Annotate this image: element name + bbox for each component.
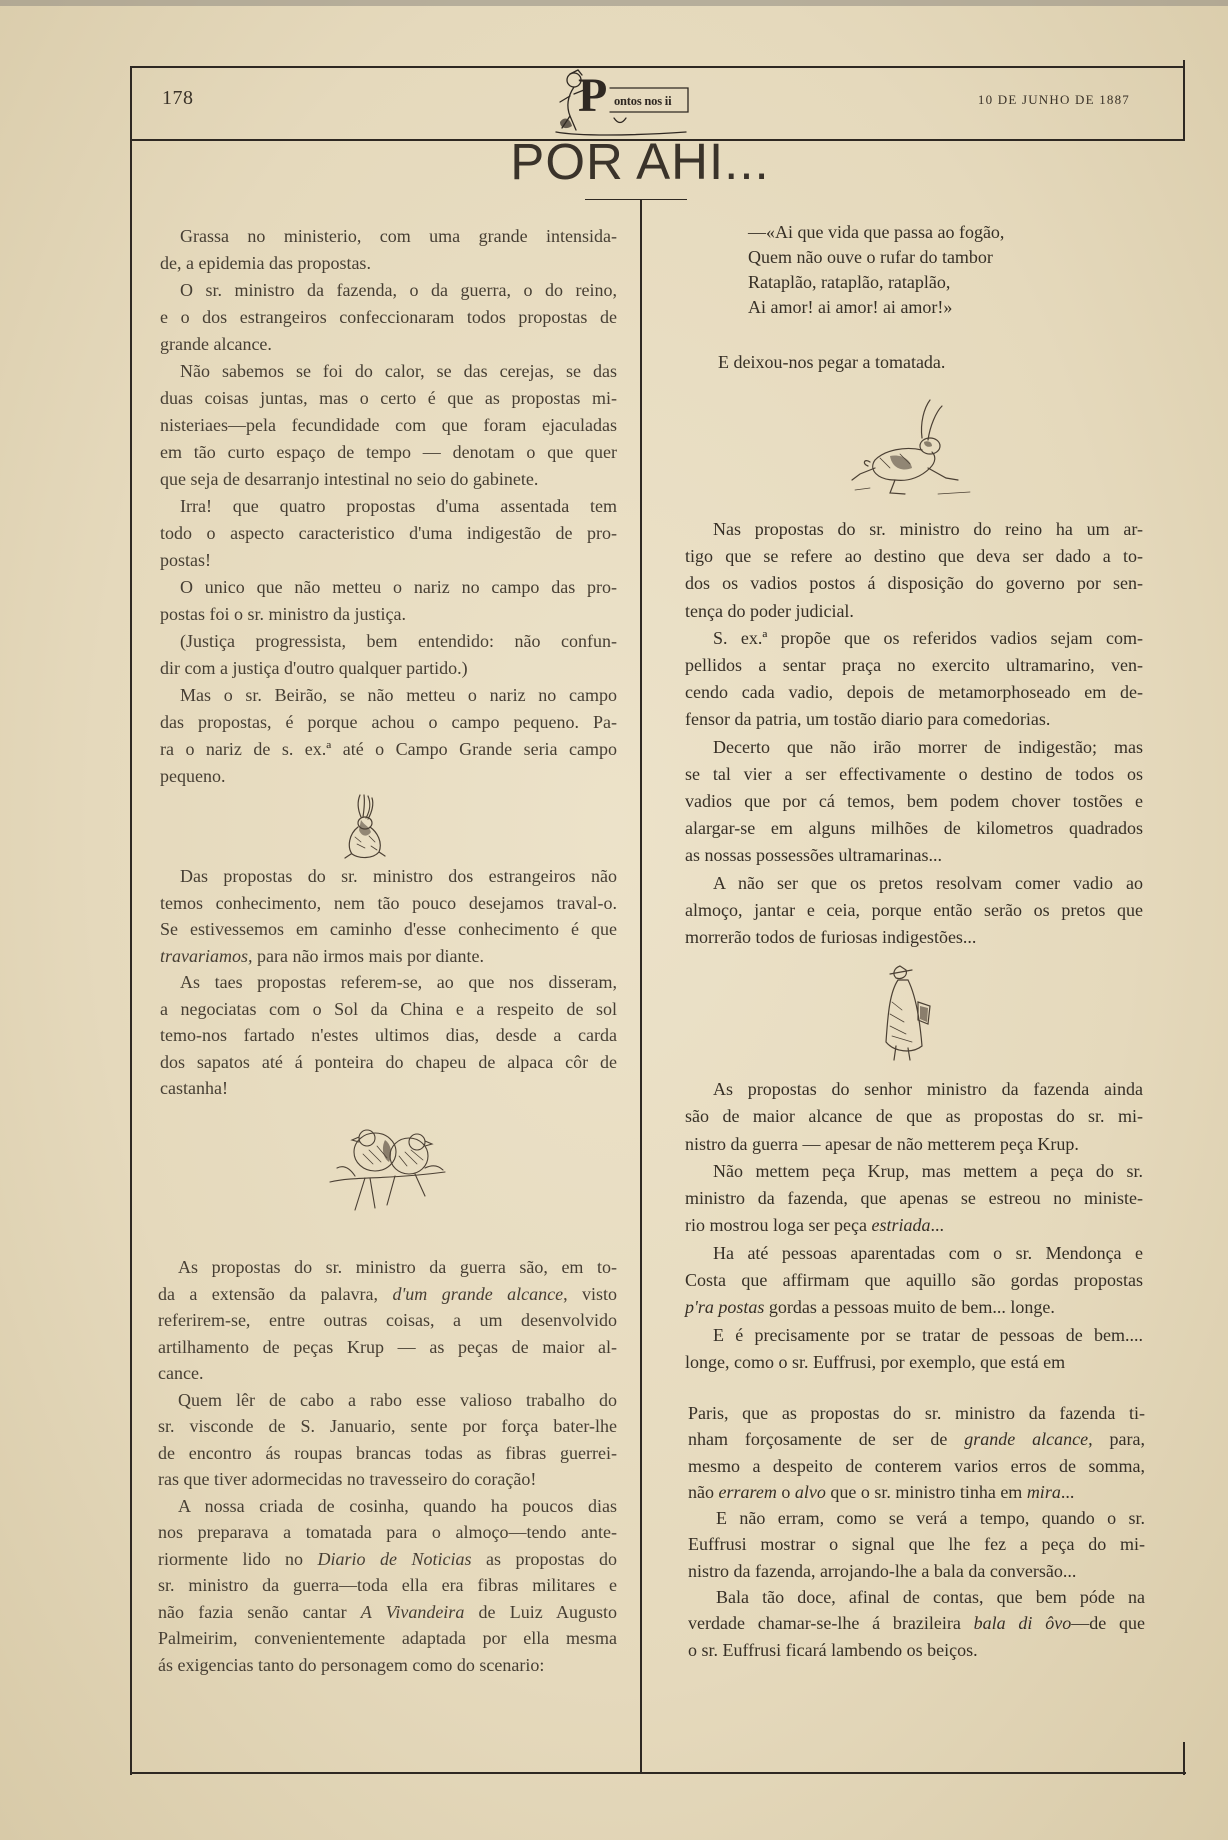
paragraph bbox=[685, 1240, 1143, 1322]
text-line: almoço, jantar e ceia, porque então serão os pretos que bbox=[685, 899, 1143, 920]
logo-text: ontos nos ii bbox=[614, 94, 672, 108]
text-line: temos conhecimento, nem tão pouco desejamos traval-o. bbox=[160, 892, 617, 913]
text-line: cance. bbox=[158, 1363, 204, 1383]
italic-text: travariamos, bbox=[160, 945, 253, 966]
section-propostas-guerra bbox=[158, 1254, 617, 1678]
text-line: S. ex.ª propõe que os referidos vadios sejam com- bbox=[713, 627, 1143, 648]
text-line: Palmeirim, convenientemente adaptada por ella mesma bbox=[158, 1628, 617, 1648]
paragraph bbox=[160, 863, 617, 969]
paragraph bbox=[685, 870, 1143, 952]
text-line: vadios que por cá temos, bem podem chover tostões e bbox=[685, 791, 1143, 812]
masthead-logo bbox=[548, 66, 693, 140]
text-line: tigo que se refere ao destino que deva ser dado a to- bbox=[685, 546, 1143, 567]
text-line: todo o aspecto caracteristico d'uma indigestão de pro- bbox=[160, 523, 617, 543]
text-line: de encontro ás roupas brancas todas as fibras guerrei- bbox=[158, 1442, 617, 1463]
text-line: Quem lêr de cabo a rabo esse valioso trabalho do bbox=[178, 1389, 617, 1410]
text-line: sr. ministro da guerra—toda ella era fibras militares e bbox=[158, 1575, 617, 1595]
text-segment: o bbox=[776, 1481, 795, 1502]
text-line: referirem-se, entre outras coisas, a um desenvolvido bbox=[158, 1310, 617, 1330]
text-line: O unico que não metteu o nariz no campo das pro- bbox=[180, 577, 617, 597]
text-line: nistro da fazenda, arrojando-lhe a bala da conversão... bbox=[688, 1560, 1077, 1581]
text-line: E não erram, como se verá a tempo, quando o sr. bbox=[716, 1508, 1145, 1529]
paragraph bbox=[160, 682, 617, 790]
text-line: grande alcance. bbox=[160, 334, 272, 354]
text-line: morrerão todos de furiosas indigestões... bbox=[685, 927, 977, 948]
paragraph bbox=[158, 1387, 617, 1493]
issue-date: 10 DE JUNHO DE 1887 bbox=[977, 92, 1130, 107]
text-line: Paris, que as propostas do sr. ministro da fazenda ti- bbox=[688, 1403, 1145, 1423]
left-frame-rule bbox=[130, 66, 132, 1775]
text-line: Não sabemos se foi do calor, se das cerejas, se das bbox=[180, 361, 617, 381]
text-line bbox=[685, 1294, 1143, 1321]
text-line bbox=[158, 1281, 617, 1308]
text-line: Irra! que quatro propostas d'uma assentada tem bbox=[180, 496, 617, 516]
paragraph bbox=[160, 358, 617, 493]
text-line: As propostas do sr. ministro da guerra são, em to- bbox=[178, 1257, 617, 1277]
verse-line: —«Ai que vida que passa ao fogão, bbox=[748, 222, 1005, 242]
page-number: 178 bbox=[162, 87, 194, 109]
text-line: dos sapatos até á ponteira do chapeu de alpaca côr de bbox=[160, 1051, 617, 1072]
italic-text: mira bbox=[1026, 1481, 1061, 1502]
paragraph bbox=[685, 734, 1143, 870]
text-line: artilhamento de peças Krup — as peças de maior al- bbox=[158, 1336, 617, 1357]
text-line: Grassa no ministerio, com uma grande intensida- bbox=[180, 226, 617, 246]
text-line: dos os vadios postos á disposição do governo por sen- bbox=[685, 573, 1143, 594]
text-line: são de maior alcance de que as propostas do sr. mi- bbox=[685, 1106, 1143, 1127]
text-line: As taes propostas referem-se, ao que nos disseram, bbox=[180, 972, 617, 992]
text-line: das propostas, é porque achou o campo pequeno. Pa- bbox=[160, 712, 617, 732]
text-line bbox=[688, 1479, 1145, 1505]
article-title: POR AHI... bbox=[510, 133, 770, 190]
text-line: Bala tão doce, afinal de contas, que bem póde na bbox=[716, 1587, 1145, 1608]
section-epidemia-das-propostas bbox=[160, 223, 617, 790]
text-line: longe, como o sr. Euffrusi, por exemplo, que está em bbox=[685, 1351, 1066, 1372]
title-underline bbox=[585, 199, 687, 200]
text-line: Euffrusi mostrar o signal que lhe fez a peça do mi- bbox=[688, 1534, 1145, 1555]
paragraph bbox=[688, 1400, 1145, 1505]
text-line: Das propostas do sr. ministro dos estrangeiros não bbox=[180, 866, 617, 886]
text-line: que seja de desarranjo intestinal no seio do gabinete. bbox=[160, 469, 539, 489]
text-line: O sr. ministro da fazenda, o da guerra, o do reino, bbox=[180, 280, 617, 300]
italic-text: d'um grande alcance bbox=[392, 1283, 564, 1304]
text-line: fensor da patria, um tostão diario para comedorias. bbox=[685, 709, 1051, 730]
text-line: sr. visconde de S. Januario, sente por força bater-lhe bbox=[158, 1416, 617, 1436]
standing-figure-illustration bbox=[872, 962, 937, 1062]
paragraph bbox=[160, 223, 617, 277]
text-segment: ... bbox=[930, 1215, 944, 1236]
scan-edge bbox=[0, 0, 1228, 6]
text-line: Nas propostas do sr. ministro do reino ha um ar- bbox=[713, 519, 1143, 539]
verse-line: Quem não ouve o rufar do tambor bbox=[748, 247, 993, 267]
text-line: ra o nariz de s. ex.ª até o Campo Grande seria campo bbox=[160, 739, 617, 759]
section-propostas-fazenda bbox=[685, 1076, 1143, 1376]
text-segment: não bbox=[688, 1481, 719, 1502]
text-segment: que o sr. ministro tinha em bbox=[825, 1481, 1027, 1502]
text-line bbox=[158, 1599, 617, 1626]
paragraph bbox=[690, 349, 1145, 376]
text-segment: nham forçosamente de ser de bbox=[688, 1429, 965, 1450]
paragraph bbox=[158, 1254, 617, 1387]
text-line: alargar-se em alguns milhões de kilometros quadrados bbox=[685, 818, 1143, 839]
text-line: ás exigencias tanto do personagem como do scenario: bbox=[158, 1654, 545, 1675]
paragraph bbox=[160, 574, 617, 628]
text-line: Mas o sr. Beirão, se não metteu o nariz no campo bbox=[180, 685, 617, 705]
text-line: A não ser que os pretos resolvam comer vadio ao bbox=[713, 872, 1143, 893]
text-line: de, a epidemia das propostas. bbox=[160, 253, 371, 273]
text-line: castanha! bbox=[160, 1078, 228, 1098]
text-line bbox=[160, 943, 617, 970]
column-divider bbox=[640, 200, 642, 1773]
italic-text: Diario de Noticias bbox=[317, 1548, 472, 1569]
verse-line: Ai amor! ai amor! ai amor!» bbox=[748, 297, 953, 317]
text-line: cendo cada vadio, depois de metamorphoseado em de- bbox=[685, 682, 1143, 703]
paragraph bbox=[685, 1158, 1143, 1240]
sitting-rabbit-illustration bbox=[335, 792, 395, 860]
text-line bbox=[688, 1426, 1145, 1452]
text-segment: ... bbox=[1060, 1481, 1075, 1502]
text-line bbox=[688, 1610, 1145, 1636]
text-segment: riormente lido no bbox=[158, 1548, 318, 1569]
text-line: pequeno. bbox=[160, 766, 226, 786]
paragraph bbox=[685, 625, 1143, 734]
text-line: E deixou-nos pegar a tomatada. bbox=[718, 352, 946, 372]
text-line: dir com a justiça d'outro qualquer partido.) bbox=[160, 658, 468, 678]
italic-text: estriada bbox=[871, 1215, 931, 1236]
text-line: nistro da guerra — apesar de não metterem peça Krup. bbox=[685, 1133, 1079, 1154]
text-line: as nossas possessões ultramarinas... bbox=[685, 845, 942, 866]
text-segment: —de que bbox=[1071, 1613, 1145, 1634]
paragraph bbox=[688, 1584, 1145, 1663]
verse-line: Rataplão, rataplão, rataplão, bbox=[748, 272, 951, 292]
text-segment: , visto bbox=[563, 1283, 618, 1304]
right-frame-rule-top bbox=[1183, 60, 1185, 141]
birds-on-branch-illustration bbox=[325, 1110, 450, 1215]
text-segment: não fazia senão cantar bbox=[158, 1601, 361, 1622]
text-line: Costa que affirmam que aquillo são gordas propostas bbox=[685, 1270, 1143, 1291]
text-segment: da a extensão da palavra, bbox=[158, 1283, 393, 1304]
text-line: em tão curto espaço de tempo — denotam o que quer bbox=[160, 442, 617, 462]
running-hare-illustration bbox=[850, 398, 975, 498]
paragraph bbox=[685, 1322, 1143, 1377]
text-line: temo-nos fartado n'estes ultimos dias, desde a carda bbox=[160, 1025, 617, 1045]
paragraph bbox=[160, 628, 617, 682]
text-segment: para não irmos mais por diante. bbox=[252, 945, 484, 966]
paragraph bbox=[685, 516, 1143, 625]
italic-text: A Vivandeira bbox=[360, 1601, 465, 1622]
text-line: Ha até pessoas aparentadas com o sr. Mendonça e bbox=[713, 1242, 1143, 1263]
text-line: Não mettem peça Krup, mas mettem a peça do sr. bbox=[713, 1160, 1143, 1181]
italic-text: p'ra postas bbox=[685, 1297, 765, 1318]
text-line: duas coisas juntas, mas o certo é que as propostas mi- bbox=[160, 388, 617, 408]
right-frame-rule-bottom bbox=[1183, 1742, 1185, 1775]
section-propostas-fazenda-continued bbox=[688, 1400, 1145, 1663]
text-segment: as propostas do bbox=[471, 1548, 617, 1569]
text-line: (Justiça progressista, bem entendido: não confun- bbox=[180, 631, 617, 651]
section-propostas-reino bbox=[685, 516, 1143, 951]
text-line: e o dos estrangeiros confeccionaram todos propostas de bbox=[160, 307, 617, 327]
text-segment: gordas a pessoas muito de bem... longe. bbox=[764, 1297, 1055, 1318]
text-line: A nossa criada de cosinha, quando ha poucos dias bbox=[178, 1495, 617, 1516]
italic-text: grande alcance, bbox=[964, 1429, 1093, 1450]
text-line: ras que tiver adormecidas no travesseiro do coração! bbox=[158, 1469, 537, 1489]
text-line: nisteriaes—pela fecundidade com que foram ejaculadas bbox=[160, 415, 617, 435]
paragraph bbox=[688, 1505, 1145, 1584]
text-line bbox=[158, 1546, 617, 1573]
text-line: postas foi o sr. ministro da justiça. bbox=[160, 604, 406, 624]
section-tomatada bbox=[690, 349, 1145, 376]
text-line: a negociatas com o Sol da China e a respeito de sol bbox=[160, 998, 617, 1019]
text-line: Se estivessemos em caminho d'esse conhecimento é que bbox=[160, 919, 617, 939]
text-line: o sr. Euffrusi ficará lambendo os beiços. bbox=[688, 1639, 978, 1660]
paragraph bbox=[160, 969, 617, 1102]
italic-text: bala di ôvo bbox=[973, 1613, 1072, 1634]
italic-text: errarem bbox=[718, 1481, 777, 1502]
paragraph bbox=[685, 1076, 1143, 1158]
section-propostas-estrangeiros bbox=[160, 863, 617, 1102]
text-segment: de Luiz Augusto bbox=[464, 1601, 617, 1622]
text-line: Decerto que não irão morrer de indigestão; mas bbox=[713, 736, 1143, 757]
text-line: mesmo a despeito de conterem varios erros de somma, bbox=[688, 1455, 1145, 1476]
text-line: pellidos a sentar praça no exercito ultramarino, ven- bbox=[685, 655, 1143, 676]
text-line: nos preparava a tomatada para o almoço—tendo ante- bbox=[158, 1522, 617, 1542]
text-line: As propostas do senhor ministro da fazenda ainda bbox=[713, 1079, 1143, 1099]
logo-initial: P bbox=[578, 69, 608, 122]
text-line bbox=[685, 1212, 1143, 1239]
text-line: tença do poder judicial. bbox=[685, 600, 854, 621]
paragraph bbox=[160, 277, 617, 358]
text-segment: verdade chamar-se-lhe á brazileira bbox=[688, 1613, 974, 1634]
text-line: ministro da fazenda, que apenas se estreou no ministe- bbox=[685, 1188, 1143, 1209]
text-line: se tal vier a ser effectivamente o destino de todos os bbox=[685, 763, 1143, 784]
paragraph bbox=[160, 493, 617, 574]
italic-text: alvo bbox=[794, 1481, 826, 1502]
text-line: postas! bbox=[160, 550, 211, 570]
bottom-rule bbox=[130, 1772, 1186, 1774]
text-segment: rio mostrou loga ser peça bbox=[685, 1215, 872, 1236]
text-line: E é precisamente por se tratar de pessoas de bem.... bbox=[713, 1324, 1143, 1345]
text-segment: para, bbox=[1092, 1429, 1145, 1450]
paragraph bbox=[158, 1493, 617, 1679]
song-verse bbox=[748, 220, 1004, 320]
